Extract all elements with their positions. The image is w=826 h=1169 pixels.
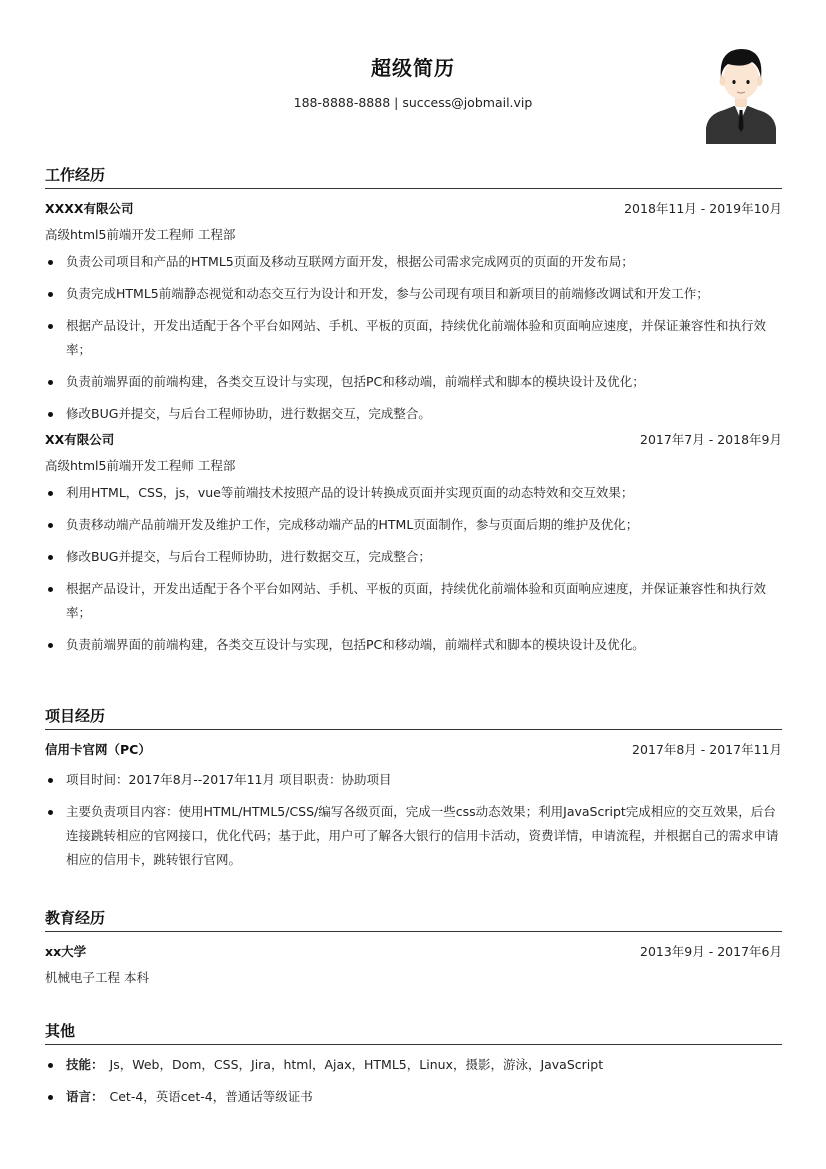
list-item: 根据产品设计，开发出适配于各个平台如网站、手机、平板的页面，持续优化前端体验和页面响应速度，并保证兼容性和执行效率； (45, 314, 782, 362)
list-item (45, 1053, 782, 1077)
other-section (45, 1020, 782, 1117)
company-name: XXXX有限公司 (45, 201, 134, 216)
entry-date: 2013年9月 - 2017年6月 (640, 944, 782, 959)
job-role: 高级html5前端开发工程师 工程部 (45, 227, 236, 242)
work-entry (45, 428, 782, 657)
list-item: 负责公司项目和产品的HTML5页面及移动互联网方面开发，根据公司需求完成网页的页面的开发布局； (45, 250, 782, 274)
skills-value: Js，Web，Dom，CSS，Jira，html，Ajax，HTML5，Linux，摄影，游泳，JavaScript (109, 1057, 604, 1072)
list-item: 利用HTML，CSS，js，vue等前端技术按照产品的设计转换成页面并实现页面的动态特效和交互效果； (45, 481, 782, 505)
list-item (45, 1085, 782, 1109)
bullet-list (45, 768, 782, 872)
entry-head (45, 197, 782, 219)
language-value: Cet-4，英语cet-4，普通话等级证书 (109, 1089, 313, 1104)
resume-header (0, 52, 826, 110)
major-degree: 机械电子工程 本科 (45, 970, 149, 985)
list-item: 负责前端界面的前端构建，各类交互设计与实现，包括PC和移动端，前端样式和脚本的模块设计及优化； (45, 370, 782, 394)
education-entry (45, 940, 782, 989)
entry-date: 2017年7月 - 2018年9月 (640, 432, 782, 447)
avatar (704, 44, 778, 144)
job-role: 高级html5前端开发工程师 工程部 (45, 458, 236, 473)
language-label: 语言： (66, 1089, 104, 1104)
list-item: 修改BUG并提交，与后台工程师协助，进行数据交互，完成整合； (45, 545, 782, 569)
company-name: XX有限公司 (45, 432, 115, 447)
list-item: 负责前端界面的前端构建，各类交互设计与实现，包括PC和移动端，前端样式和脚本的模块设计及优化。 (45, 633, 782, 657)
education-section (45, 907, 782, 989)
school-name: xx大学 (45, 944, 87, 959)
projects-section (45, 705, 782, 880)
list-item: 负责移动端产品前端开发及维护工作，完成移动端产品的HTML页面制作，参与页面后期的维护及优化； (45, 513, 782, 537)
section-title-other: 其他 (45, 1020, 782, 1045)
skills-label: 技能： (66, 1057, 104, 1072)
work-entry (45, 197, 782, 426)
project-entry (45, 738, 782, 872)
work-section (45, 164, 782, 665)
entry-date: 2017年8月 - 2017年11月 (632, 742, 782, 757)
list-item: 负责完成HTML5前端静态视觉和动态交互行为设计和开发，参与公司现有项目和新项目的前端修改调试和开发工作； (45, 282, 782, 306)
page-title: 超级简历 (371, 56, 455, 80)
entry-head (45, 428, 782, 450)
section-title-work: 工作经历 (45, 164, 782, 189)
bullet-list (45, 250, 782, 426)
contact-info: 188-8888-8888 | success@jobmail.vip (293, 95, 533, 110)
entry-date: 2018年11月 - 2019年10月 (624, 201, 782, 216)
list-item: 根据产品设计，开发出适配于各个平台如网站、手机、平板的页面，持续优化前端体验和页面响应速度，并保证兼容性和执行效率； (45, 577, 782, 625)
bullet-list (45, 1053, 782, 1109)
entry-head (45, 940, 782, 962)
section-title-projects: 项目经历 (45, 705, 782, 730)
list-item: 修改BUG并提交，与后台工程师协助，进行数据交互，完成整合。 (45, 402, 782, 426)
project-name: 信用卡官网（PC） (45, 742, 151, 757)
section-title-education: 教育经历 (45, 907, 782, 932)
entry-head (45, 738, 782, 760)
list-item: 主要负责项目内容：使用HTML/HTML5/CSS/编写各级页面，完成一些css动态效果；利用JavaScript完成相应的交互效果，后台连接跳转相应的官网接口，优化代码；基于此，用户可了解各大银行的信用卡活动，资费详情，申请流程，并根据自己的需求申请相应的信用卡，跳转银行官网。 (45, 800, 782, 872)
list-item: 项目时间：2017年8月--2017年11月 项目职责：协助项目 (45, 768, 782, 792)
bullet-list (45, 481, 782, 657)
